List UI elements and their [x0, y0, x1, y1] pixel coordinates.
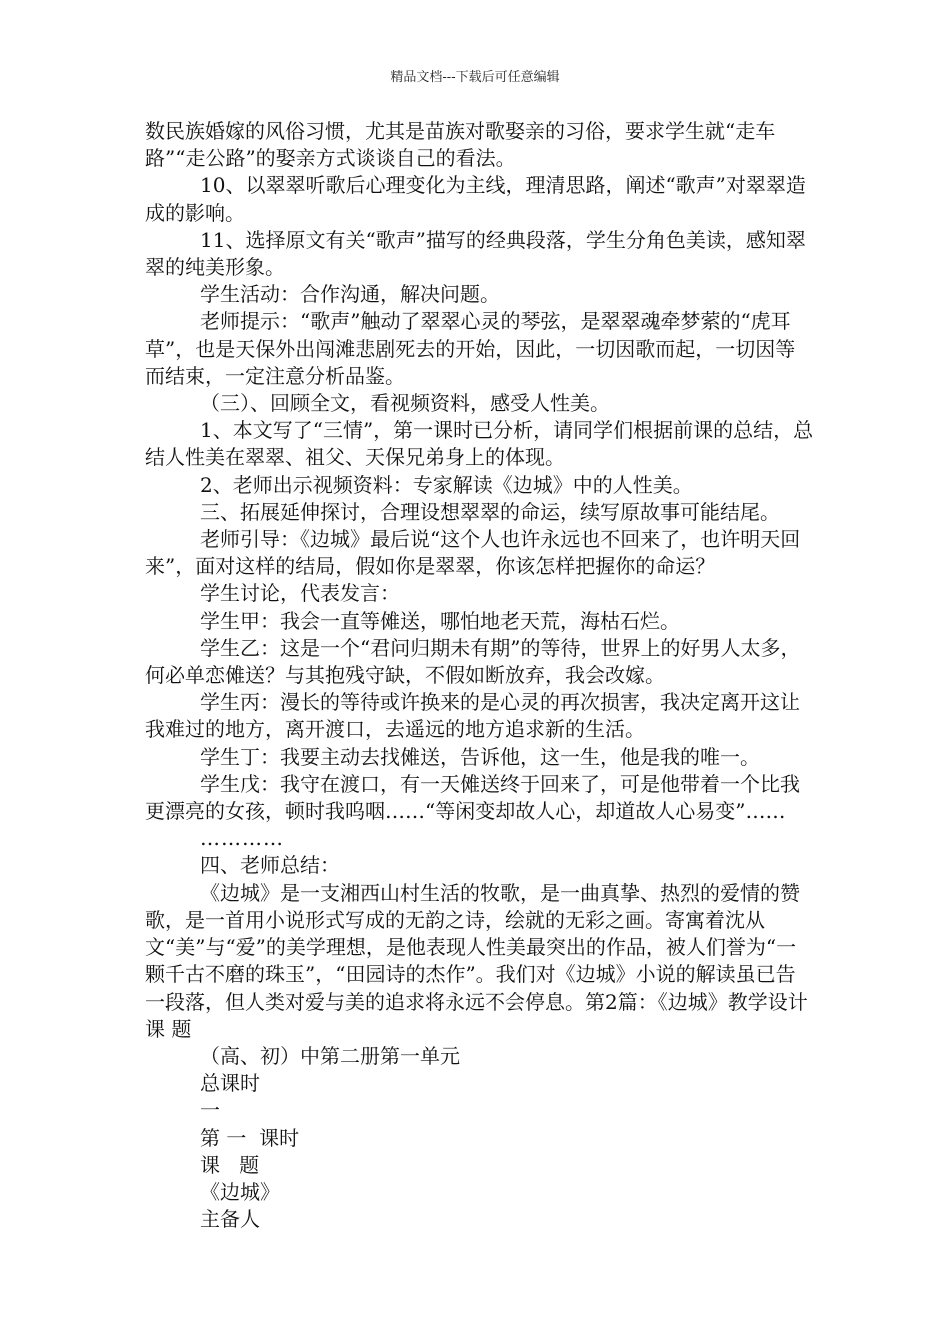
paragraph-teacher-hint: 老师提示：“歌声”触动了翠翠心灵的琴弦，是翠翠魂牵梦萦的“虎耳草”，也是天保外出闯滩悲剧死去的开始，因此，一切因歌而起，一切因等而结束，一定注意分析品鉴。: [145, 309, 796, 388]
paragraph-three-feelings: 1、本文写了“三情”，第一课时已分析，请同学们根据前课的总结，总结人性美在翠翠、祖父、天保兄弟身上的体现。: [145, 418, 814, 470]
paragraph-teacher-guide: 老师引导：《边城》最后说“这个人也许永远也不回来了，也许明天回来”，面对这样的结局，假如你是翠翠，你该怎样把握你的命运？: [145, 527, 801, 579]
paragraph-student-a: 学生甲：我会一直等傩送，哪怕地老天荒，海枯石烂。: [200, 608, 680, 633]
paragraph-total-periods: 总课时: [200, 1071, 260, 1096]
paragraph-section-3: （三）、回顾全文，看视频资料，感受人性美。: [200, 391, 610, 416]
paragraph-preparer: 主备人: [200, 1207, 260, 1232]
paragraph-student-b: 学生乙：这是一个“君问归期未有期”的等待，世界上的好男人太多，何必单恋傩送？与其抱残守缺，不假如断放弃，我会改嫁。: [145, 635, 801, 688]
paragraph-summary: 《边城》是一支湘西山村生活的牧歌，是一曲真挚、热烈的爱情的赞歌，是一首用小说形式写成的无韵之诗，绘就的无彩之画。寄寓着沈从文“美”与“爱”的美学理想，是他表现人性美最突出的作品，被人们誉为“一颗千古不磨的珠玉”，“田园诗的杰作”。我们对《边城》小说的解读虽已告一段落，但人类对爱与美的追求将永远不会停息。第2篇：《边城》教学设计课 题: [145, 880, 808, 1041]
paragraph-item-11: 11、选择原文有关“歌声”描写的经典段落，学生分角色美读，感知翠翠的纯美形象。: [145, 227, 806, 280]
paragraph-student-e: 学生戊：我守在渡口，有一天傩送终于回来了，可是他带着一个比我更漂亮的女孩，顿时我呜咽……“等闲变却故人心，却道故人心易变”……: [145, 771, 800, 824]
paragraph-topic-label: 课 题: [200, 1152, 260, 1177]
paragraph-student-c: 学生丙：漫长的等待或许换来的是心灵的再次损害，我决定离开这让我难过的地方，离开渡口，去遥远的地方追求新的生活。: [145, 690, 800, 742]
paragraph-ellipsis: …………: [200, 826, 284, 851]
paragraph-item-10: 10、以翠翠听歌后心理变化为主线，理清思路，阐述“歌声”对翠翠造成的影响。: [145, 173, 806, 225]
paragraph-extension: 三、拓展延伸探讨，合理设想翠翠的命运，续写原故事可能结尾。: [200, 499, 780, 524]
paragraph-first-period: 第 一 课时: [200, 1125, 300, 1150]
paragraph-student-discussion: 学生讨论，代表发言：: [200, 581, 400, 606]
document-body: [145, 118, 815, 1233]
paragraph-marriage-customs: 数民族婚嫁的风俗习惯，尤其是苗族对歌娶亲的习俗，要求学生就“走车路”“走公路”的娶亲方式谈谈自己的看法。: [145, 119, 776, 171]
paragraph-textbook-unit: （高、初）中第二册第一单元: [200, 1043, 460, 1068]
paragraph-video-material: 2、老师出示视频资料：专家解读《边城》中的人性美。: [200, 472, 693, 497]
paragraph-student-d: 学生丁：我要主动去找傩送，告诉他，这一生，他是我的唯一。: [200, 744, 760, 769]
paragraph-student-activity: 学生活动：合作沟通，解决问题。: [200, 282, 500, 307]
paragraph-title-biancheng: 《边城》: [200, 1179, 280, 1204]
paragraph-one: 一: [200, 1098, 220, 1123]
paragraph-section-4: 四、老师总结：: [200, 853, 340, 878]
page-header: 精品文档---下载后可任意编辑: [390, 70, 560, 85]
